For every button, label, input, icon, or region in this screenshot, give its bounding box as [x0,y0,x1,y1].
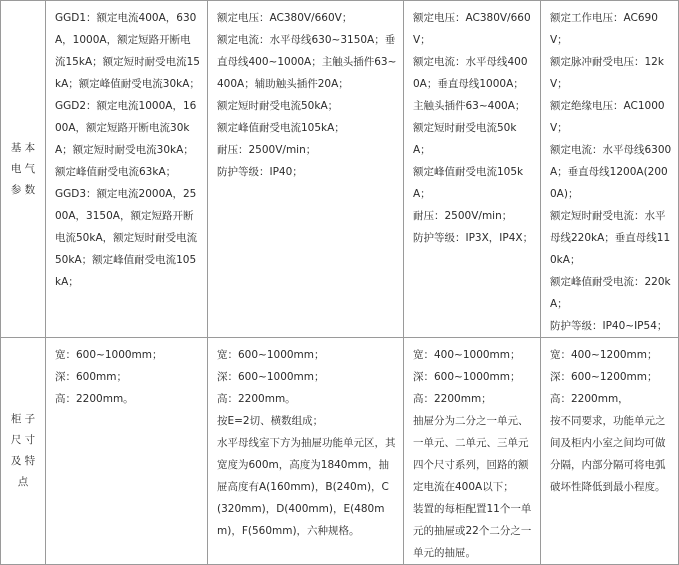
cell-col3-size [404,338,541,565]
cell-line: 深：600~1000mm； [217,371,325,383]
cell-line: 宽：600~1000mm； [217,349,325,361]
cell-line: 水平母线室下方为抽屉功能单元区，其宽度为600m，高度为1840mm，抽屉高度有A(160mm)，B(240m)，C(320mm)，D(400mm)，E(480mm)，F(560mm)，六种规格。 [217,437,396,537]
cell-col4-electrical [541,1,679,338]
cell-line: 高：2200mm。 [217,393,296,405]
cell-line: 装置的每柜配置11个一单元的抽屉或22个二分之一单元的抽屉。 [413,503,532,559]
cell-line: 防护等级：IP3X，IP4X； [413,232,534,244]
cell-line: 按不同要求，功能单元之间及柜内小室之间均可做分隔，内部分隔可将电弧破坏性降低到最小程度。 [550,415,666,493]
row-header-line: 点 [17,476,29,488]
cell-line: 抽屉分为二分之一单元、一单元、二单元、三单元四个尺寸系列，回路的额定电流在400A以下； [413,415,529,493]
row-header-electrical [1,1,46,338]
cell-line: 额定短时耐受电流50kA； [217,100,339,112]
cell-col3-electrical [404,1,541,338]
row-header-size [1,338,46,565]
cell-line: 按E=2切、横数组成； [217,415,324,427]
cell-line: GGD1：额定电流400A，630A，1000A，额定短路开断电流15kA；额定短时耐受电流15kA；额定峰值耐受电流30kA； [55,12,200,90]
cell-line: 额定电流：水平母线630~3150A；垂直母线400~1000A；主触头插件63~400A；辅助触头插件20A； [217,34,397,90]
cell-line: GGD2：额定电流1000A，1600A，额定短路开断电流30kA；额定短时耐受电流30kA；额定峰值耐受电流63kA； [55,100,197,178]
cell-ggd-electrical [46,1,208,338]
cell-line: 宽：400~1200mm； [550,349,658,361]
cell-line: 高：2200mm。 [55,393,134,405]
cell-line: 额定电流：水平母线4000A；垂直母线1000A；主触头插件63~400A； [413,56,528,112]
row-electrical-params [1,1,679,338]
cell-line: 额定峰值耐受电流105kA； [413,166,524,200]
cell-line: 防护等级：IP40； [217,166,303,178]
row-cabinet-size [1,338,679,565]
cell-line: 深：600mm； [55,371,127,383]
cell-line: 高：2200mm； [413,393,492,405]
cell-line: 深：600~1000mm； [413,371,521,383]
cell-line: 额定电压：AC380V/660V； [413,12,531,46]
cell-line: 耐压：2500V/min； [413,210,513,222]
cell-col4-size [541,338,679,565]
cell-line: 高：2200mm， [550,393,629,405]
cell-line: 额定峰值耐受电流105kA； [217,122,345,134]
cell-line: 宽：400~1000mm； [413,349,521,361]
cell-line: 深：600~1200mm； [550,371,658,383]
row-header-line: 参 数 [10,183,36,196]
cell-line: GGD3：额定电流2000A，2500A，3150A，额定短路开断电流50kA，额定短时耐受电流50kA；额定峰值耐受电流105kA； [55,188,198,288]
row-header-line: 基 本 [10,141,36,154]
cell-line: 耐压：2500V/min； [217,144,317,156]
cell-line: 额定电流：水平母线6300A；垂直母线1200A(2000A)； [550,144,672,200]
cell-line: 额定脉冲耐受电压：12kV； [550,56,664,90]
cell-line: 防护等级：IP40~IP54； [550,320,668,332]
row-header-line: 及 特 [10,455,36,467]
cell-line: 额定电压：AC380V/660V； [217,12,353,24]
cell-line: 额定峰值耐受电流：220kA； [550,276,671,310]
cell-col2-size [208,338,404,565]
cell-line: 额定短时耐受电流50kA； [413,122,517,156]
cell-line: 额定工作电压：AC690V； [550,12,658,46]
cell-line: 额定短时耐受电流：水平母线220kA；垂直母线110kA； [550,210,671,266]
cell-line: 宽：600~1000mm； [55,349,163,361]
row-header-line: 电 气 [10,162,36,175]
row-header-line: 柜 子 [10,413,36,425]
cell-col2-electrical [208,1,404,338]
cell-ggd-size [46,338,208,565]
row-header-line: 尺 寸 [10,434,36,446]
cell-line: 额定绝缘电压：AC1000V； [550,100,665,134]
